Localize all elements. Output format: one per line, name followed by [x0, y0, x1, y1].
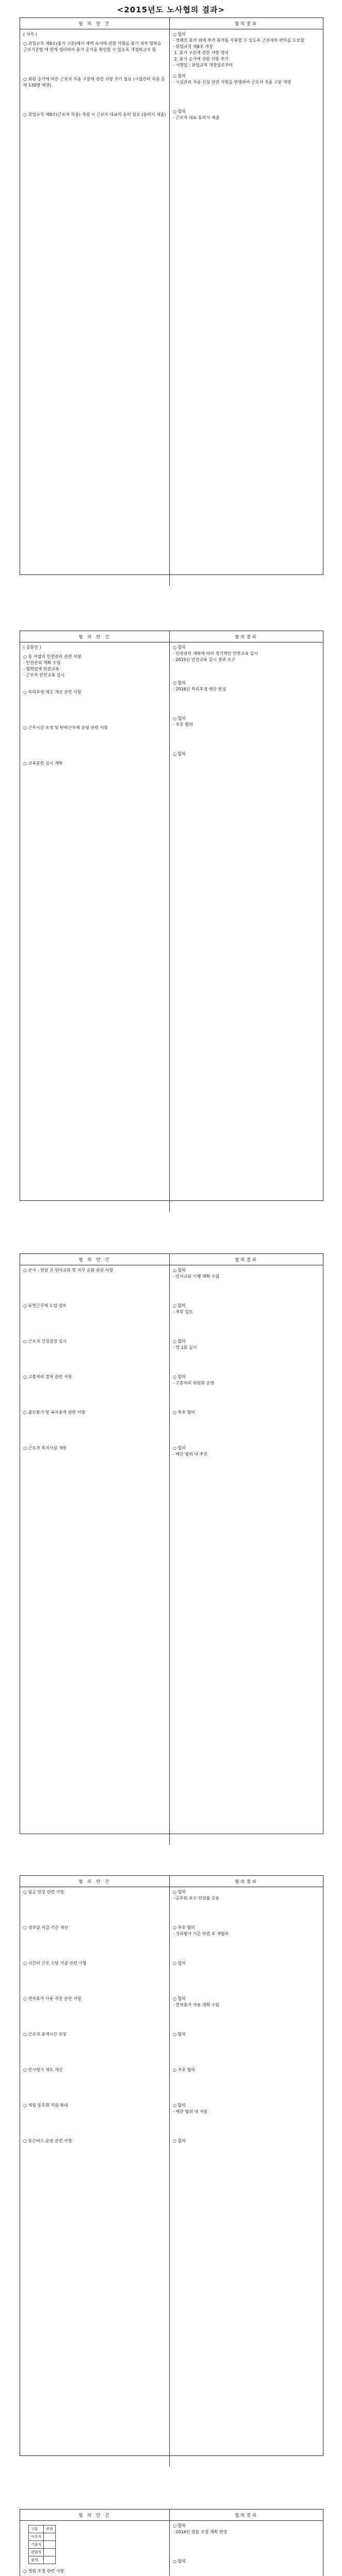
agenda-item: ○ 본사 - 현장 간 인사교류 및 직무 순환 관련 사항	[23, 1268, 113, 1273]
staffing-table-row	[29, 2526, 56, 2533]
result-item: ○ 합의 - 추후 검토	[173, 1303, 193, 1314]
agenda-column	[20, 642, 170, 1212]
agenda-item: ○ 근로자 휴게시간 보장	[23, 2032, 67, 2037]
staffing-table-row	[29, 2533, 56, 2541]
result-column-header: 협의결과	[235, 1879, 258, 1885]
staffing-table-cell: 합계	[29, 2556, 44, 2564]
staffing-table	[28, 2525, 56, 2564]
agenda-item: ○ 취업규칙 제8조(근로자 직종) 개정 시 근로자 대표의 동의 필요 (동의서 제출)	[23, 112, 166, 117]
result-item: ○ 추후 협의 - 성과평가 기준 마련 후 재협의	[173, 1925, 229, 1936]
result-item: ○ 합의 - 근로자 대표 동의서 제출	[173, 109, 220, 120]
agenda-item: ○ 연차휴가 사용 촉진 관련 사항	[23, 1996, 82, 2001]
agenda-item: ○ 출산휴가 및 육아휴직 관련 사항	[23, 1410, 86, 1415]
staffing-table-cell	[44, 2541, 56, 2549]
agenda-column-header: 협 의 안 건	[20, 631, 170, 642]
result-item: ○ 합의 - 고충처리 위원회 운영	[173, 1375, 215, 1385]
result-column-header: 협의결과	[235, 2513, 258, 2518]
agenda-item: ○ 정원 조정 관련 사항	[23, 2569, 64, 2573]
result-item: ○ 합의 - 2016년 정원 조정 계획 반영	[173, 2523, 227, 2534]
document-title: <2015년도 노사협의 결과>	[117, 5, 225, 14]
table-body	[20, 29, 323, 586]
result-column	[170, 1887, 323, 2467]
table-header	[20, 631, 323, 642]
agenda-item: ○ 근로자 복지시설 개선	[23, 1446, 67, 1450]
result-item: ○ 합의	[173, 2032, 186, 2037]
result-item: ○ 합의	[173, 2559, 186, 2564]
table-header	[20, 1254, 323, 1265]
result-item: ○ 합의 - 연차휴가 사용 계획 수립	[173, 1996, 220, 2007]
result-column-header: 협의결과	[235, 1257, 258, 1263]
section-heading: ( 사측 )	[23, 32, 37, 37]
agenda-column	[20, 1265, 170, 1845]
result-column	[170, 2521, 323, 2576]
result-item: ○ 합의 - 공무원 보수 인상률 준용	[173, 1890, 220, 1901]
staffing-table-cell	[44, 2549, 56, 2556]
minutes-page-1	[20, 18, 323, 575]
result-item: ○ 합의 - 추후 협의	[173, 716, 193, 727]
agenda-column	[20, 1887, 170, 2467]
result-item: ○ 합의 - 연 1회 실시	[173, 1339, 197, 1350]
agenda-item: ○ 근로자 건강검진 실시	[23, 1339, 67, 1344]
agenda-column-header: 협 의 안 건	[20, 18, 170, 29]
agenda-item: ○ 고충처리 절차 관련 사항	[23, 1375, 72, 1379]
table-body	[20, 642, 323, 1212]
result-item: ○ 합의 - 정해진 휴가 외에 추가 휴가를 사용할 수 있도록 근로자의 편익을 도모함 - 취업규칙 제8조 개정 1. 휴가 구분에 관한 사항 정비 2. 휴가 순서에 관한 사항 추가 - 시행일 : 취업규칙 개정일로부터	[173, 32, 304, 67]
staffing-table-cell: 기술직	[29, 2541, 44, 2549]
result-column	[170, 1265, 323, 1845]
agenda-item: ○ 직원 동호회 지원 확대	[23, 2103, 68, 2108]
agenda-item: ○ 인사평가 제도 개선	[23, 2067, 63, 2072]
staffing-table-cell	[44, 2556, 56, 2564]
table-header	[20, 2510, 323, 2521]
result-column	[170, 29, 323, 586]
agenda-column-header: 협 의 안 건	[20, 1876, 170, 1887]
agenda-item: ○ 교육훈련 실시 계획	[23, 761, 63, 766]
agenda-item: ○ 복리후생 제도 개선 관련 사항	[23, 690, 82, 694]
agenda-item: ○ 성과급 지급 기준 개선	[23, 1925, 68, 1930]
table-body	[20, 1887, 323, 2467]
agenda-item: ○ 동 사업의 안전관리 관련 사항 - 안전관리 계획 수립 - 협력업체 안전교육 - 근로자 안전교육 실시	[23, 654, 82, 677]
staffing-table-cell: 현업직	[29, 2549, 44, 2556]
agenda-item: ○ 유연근무제 도입 검토	[23, 1303, 67, 1308]
result-item: ○ 합의 - 예산 범위 내 추진	[173, 1446, 208, 1456]
result-item: ○ 추후 협의	[173, 1410, 195, 1415]
minutes-page-3	[20, 1253, 323, 1834]
agenda-column-header: 협 의 안 건	[20, 1254, 170, 1265]
section-heading: ( 공통안 )	[23, 645, 41, 650]
result-column-header: 협의결과	[235, 634, 258, 640]
result-item: ○ 합의	[173, 752, 186, 756]
staffing-table-cell: 사무직	[29, 2533, 44, 2541]
staffing-table-cell: 인원	[44, 2526, 56, 2533]
staffing-table-row	[29, 2541, 56, 2549]
agenda-item: ○ 근무시간 조정 및 탄력근무제 운영 관련 사항	[23, 725, 108, 730]
table-header	[20, 1876, 323, 1887]
result-item: ○ 합의	[173, 1961, 186, 1965]
minutes-page-4	[20, 1875, 323, 2456]
result-item: ○ 합의 - 안전관리 계획에 따라 정기적인 안전교육 실시 - 2015년 안전교육 실시 결과 보고	[173, 645, 258, 662]
agenda-item: ○ 취업규칙 제8조(휴가 구분)에서 체력 유지에 관한 사항을 휴가 세부 항목을 근로기준법 에 맞게 정비하여 휴가 순서를 확인할 수 있도록 개정하고자 함	[23, 41, 163, 52]
minutes-page-2	[20, 631, 323, 1201]
agenda-item: ○ 임금 인상 관련 사항	[23, 1890, 64, 1894]
staffing-table-row	[29, 2549, 56, 2556]
table-body	[20, 2521, 323, 2576]
agenda-column-header: 협 의 안 건	[20, 2510, 170, 2520]
result-item: ○ 합의 - 2016년 복리후생 예산 편성	[173, 681, 226, 691]
table-header	[20, 18, 323, 29]
agenda-column	[20, 2521, 170, 2576]
staffing-table-cell	[44, 2533, 56, 2541]
agenda-item: ○ 회원 증가에 따른 근로자 직종 구분에 관련 사항 추가 필요 (시설관리 직종 등 약 130명 예상)	[23, 77, 167, 88]
staffing-table-row	[29, 2556, 56, 2564]
agenda-item: ○ 시간외 근로 수당 지급 관련 사항	[23, 1961, 87, 1965]
minutes-page-5	[20, 2509, 323, 2576]
table-body	[20, 1265, 323, 1845]
staffing-table-cell: 구분	[29, 2526, 44, 2533]
result-item: ○ 합의 - 인사교류 시행 계획 수립	[173, 1268, 220, 1279]
result-column-header: 협의결과	[235, 21, 258, 27]
result-column	[170, 642, 323, 1212]
result-item: ○ 합의 - 예산 범위 내 지원	[173, 2103, 208, 2114]
result-item: ○ 추후 협의	[173, 2067, 195, 2072]
result-item: ○ 합의	[173, 2139, 186, 2143]
agenda-column	[20, 29, 170, 586]
result-item: ○ 합의 - 시설관리 직종 신설 관련 사항을 반영하여 근로자 직종 구분 개정	[173, 74, 291, 84]
agenda-item: ○ 통근버스 운영 관련 사항	[23, 2139, 72, 2143]
